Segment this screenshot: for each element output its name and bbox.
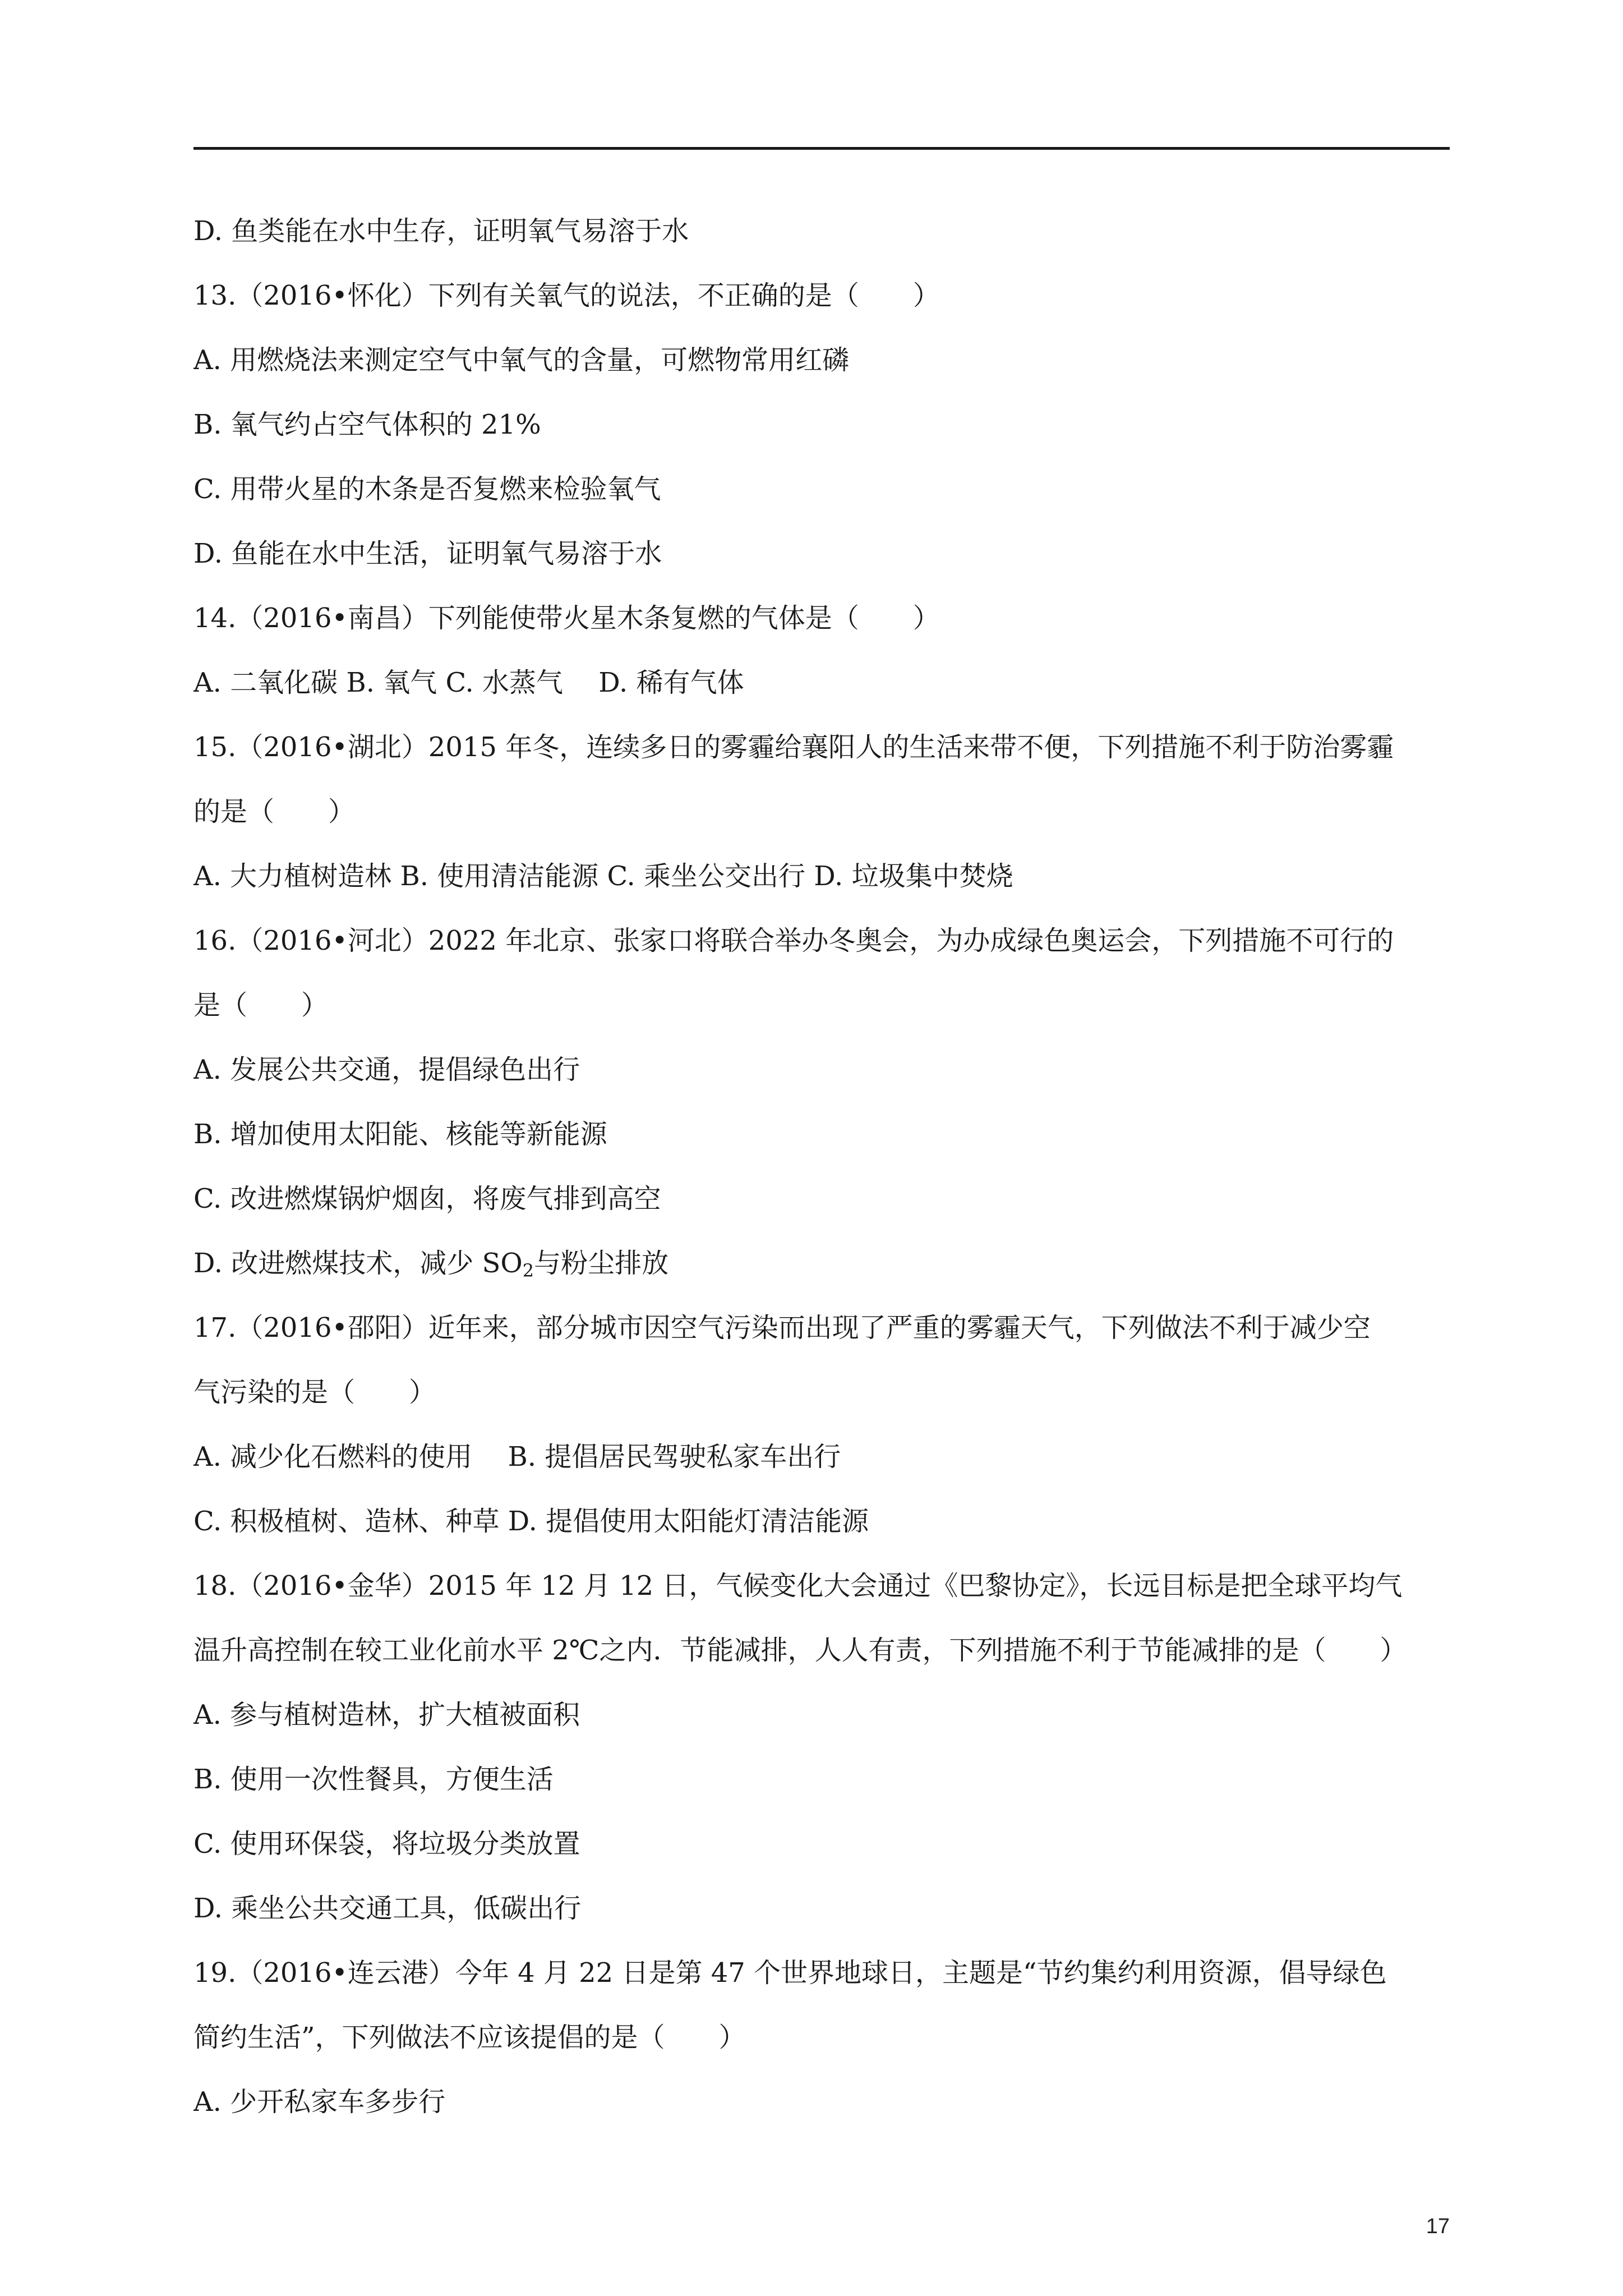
option-18c: C. 使用环保袋，将垃圾分类放置: [193, 1828, 580, 1860]
question-14: 14.（2016•南昌）下列能使带火星木条复燃的气体是（ ）: [193, 602, 940, 634]
question-16-line2: 是（ ）: [193, 990, 329, 1021]
option-13c: C. 用带火星的木条是否复燃来检验氧气: [193, 473, 661, 505]
question-15-line2: 的是（ ）: [193, 796, 356, 827]
options-15: A. 大力植树造林 B. 使用清洁能源 C. 乘坐公交出行 D. 垃圾集中焚烧: [193, 861, 1013, 892]
question-18-line1: 18.（2016•金华）2015 年 12 月 12 日，气候变化大会通过《巴黎协定》，长远目标是把全球平均气: [193, 1570, 1403, 1602]
question-18-line2: 温升高控制在较工业化前水平 2℃之内．节能减排，人人有责，下列措施不利于节能减排的是（ ）: [193, 1635, 1407, 1666]
option-16a: A. 发展公共交通，提倡绿色出行: [193, 1054, 580, 1085]
option-12d: D. 鱼类能在水中生存，证明氧气易溶于水: [193, 215, 689, 247]
question-13: 13.（2016•怀化）下列有关氧气的说法，不正确的是（ ）: [193, 280, 940, 311]
options-17ab: A. 减少化石燃料的使用 B. 提倡居民驾驶私家车出行: [193, 1441, 841, 1473]
question-19-line2: 简约生活”，下列做法不应该提倡的是（ ）: [193, 2022, 746, 2053]
option-16d: [193, 1231, 1450, 1296]
option-13a: A. 用燃烧法来测定空气中氧气的含量，可燃物常用红磷: [193, 344, 850, 376]
option-16d-text: D. 改进燃煤技术，减少 SO: [193, 1248, 523, 1279]
option-16c: C. 改进燃煤锅炉烟囱，将废气排到高空: [193, 1183, 661, 1214]
so2-subscript: 2: [522, 1260, 534, 1281]
option-18a: A. 参与植树造林，扩大植被面积: [193, 1699, 580, 1731]
question-16-line1: 16.（2016•河北）2022 年北京、张家口将联合举办冬奥会，为办成绿色奥运会，下列措施不可行的: [193, 925, 1394, 956]
options-14: A. 二氧化碳 B. 氧气 C. 水蒸气 D. 稀有气体: [193, 667, 744, 698]
question-19-line1: 19.（2016•连云港）今年 4 月 22 日是第 47 个世界地球日，主题是“节约集约利用资源，倡导绿色: [193, 1957, 1387, 1989]
document-body: [193, 199, 1450, 2134]
header-rule: [193, 147, 1450, 150]
question-15-line1: 15.（2016•湖北）2015 年冬，连续多日的雾霾给襄阳人的生活来带不便，下列措施不利于防治雾霾: [193, 731, 1394, 763]
page-number: 17: [1426, 2215, 1450, 2238]
option-18b: B. 使用一次性餐具，方便生活: [193, 1764, 554, 1795]
option-16d-tail: 与粉尘排放: [534, 1248, 669, 1279]
option-13d: D. 鱼能在水中生活，证明氧气易溶于水: [193, 538, 662, 569]
question-17-line1: 17.（2016•邵阳）近年来，部分城市因空气污染而出现了严重的雾霾天气，下列做法不利于减少空: [193, 1312, 1371, 1343]
option-18d: D. 乘坐公共交通工具，低碳出行: [193, 1893, 582, 1924]
option-19a: A. 少开私家车多步行: [193, 2086, 446, 2118]
options-17cd: C. 积极植树、造林、种草 D. 提倡使用太阳能灯清洁能源: [193, 1506, 869, 1537]
option-16b: B. 增加使用太阳能、核能等新能源: [193, 1119, 607, 1150]
option-13b: B. 氧气约占空气体积的 21%: [193, 409, 541, 440]
question-17-line2: 气污染的是（ ）: [193, 1377, 436, 1408]
